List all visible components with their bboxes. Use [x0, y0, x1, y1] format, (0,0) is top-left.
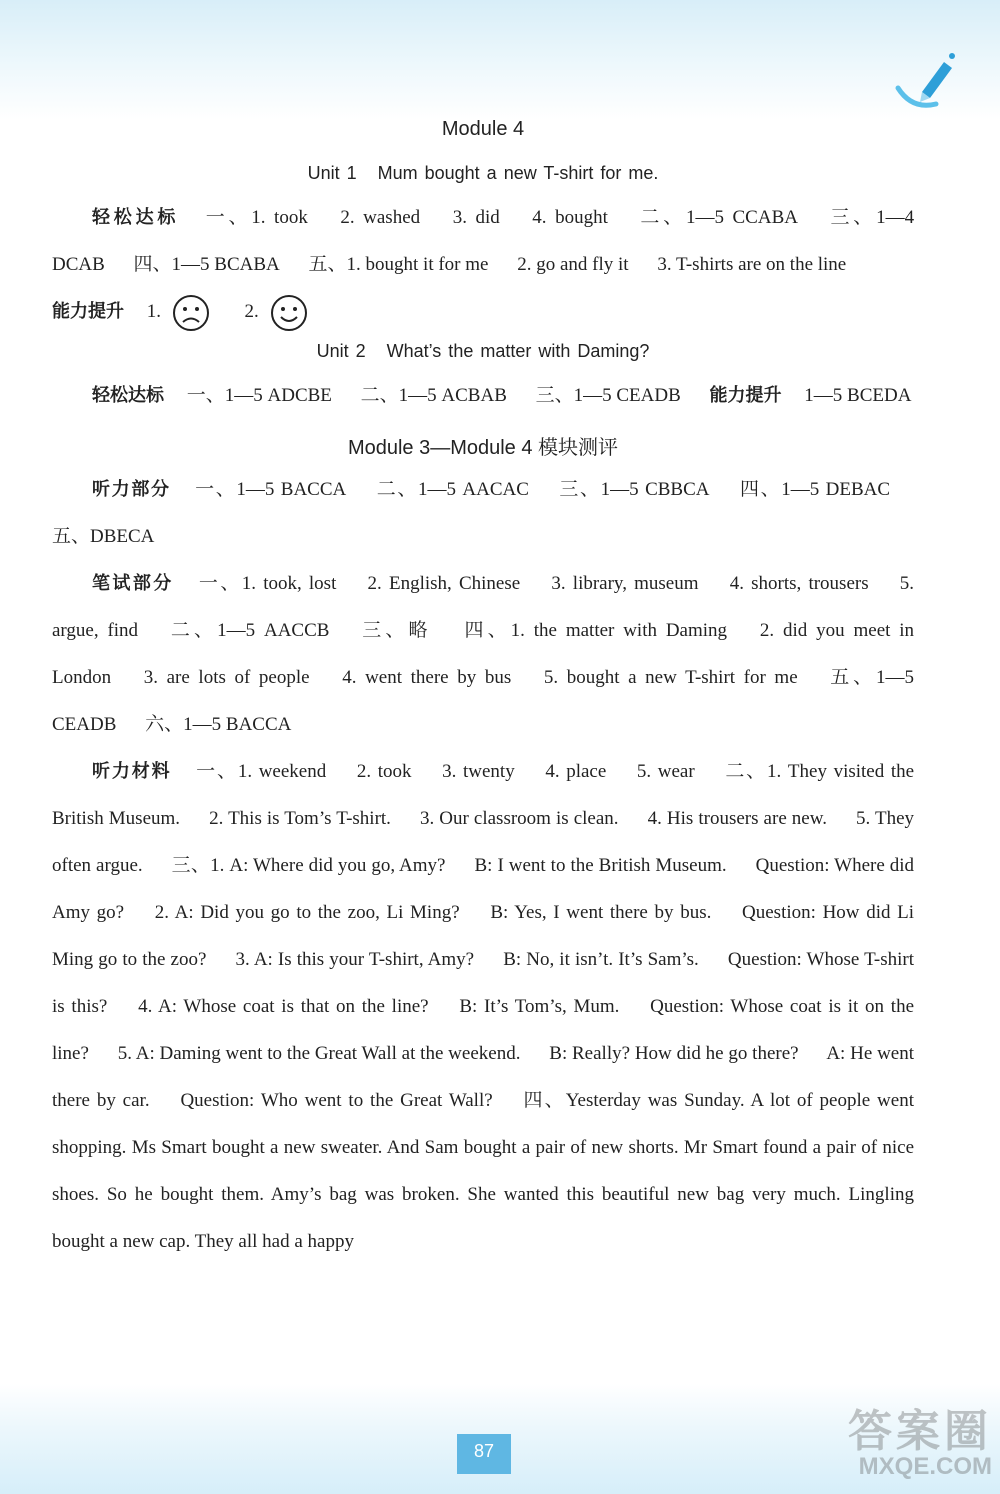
unit1-heading — [52, 163, 914, 184]
answer-item: 二、1—5 AACCB — [170, 620, 330, 641]
label-listening: 听力部分 — [92, 479, 171, 500]
answer-item: 4. went there by bus — [342, 667, 512, 688]
material-item: 5. They often argue. — [52, 808, 915, 876]
answer-item: 六、1—5 BACCA — [145, 714, 292, 735]
material-item: Question: Who went to the Great Wall? — [180, 1090, 493, 1111]
material-item: 5. wear — [636, 761, 695, 782]
module4-title: Module 4 — [441, 118, 525, 140]
answer-item: 四、1—5 DEBAC — [739, 479, 891, 500]
material-item: B: No, it isn’t. It’s Sam’s. — [503, 949, 699, 970]
material-item: 4. place — [545, 761, 607, 782]
material-item: Question: How did Li Ming go to the zoo? — [52, 902, 915, 970]
answer-item: 二、1—5 AACAC — [376, 479, 529, 500]
answer-item: 五、DBECA — [52, 526, 155, 547]
material-item: 一、1. weekend — [196, 761, 327, 782]
answer-item: 1—5 BCEDA — [804, 385, 912, 406]
material-item: B: I went to the British Museum. — [474, 855, 727, 876]
answer-item: 3. are lots of people — [143, 667, 310, 688]
top-decorative-band — [0, 0, 1000, 120]
unit1-basic-answers — [52, 194, 914, 288]
answer-item: 2. washed — [340, 207, 421, 228]
answer-item: 2. did you meet in London — [52, 620, 915, 688]
material-item: B: It’s Tom’s, Mum. — [459, 996, 620, 1017]
listening-answers — [52, 466, 914, 560]
ability-item-2: 2. — [244, 301, 259, 322]
unit2-number: Unit 2 — [316, 341, 366, 361]
unit1-ability-answers — [52, 288, 914, 335]
answer-content — [52, 108, 914, 1265]
watermark-url: MXQE.COM — [858, 1453, 992, 1480]
material-item: 3. Our classroom is clean. — [420, 808, 619, 829]
material-item: 3. A: Is this your T-shirt, Amy? — [235, 949, 475, 970]
material-item: 2. took — [356, 761, 412, 782]
material-item: Question: Whose coat is it on the line? — [52, 996, 915, 1064]
answer-item: 一、1—5 BACCA — [195, 479, 347, 500]
written-answers — [52, 560, 914, 748]
answer-item: 一、1. took — [205, 207, 308, 228]
watermark — [742, 1407, 992, 1482]
answer-item: 4. bought — [532, 207, 608, 228]
unit1-number: Unit 1 — [307, 163, 357, 183]
answer-item: 三、1—5 CEADB — [535, 385, 681, 406]
label-basic: 轻松达标 — [92, 207, 180, 228]
test-title: Module 3—Module 4 模块测评 — [347, 437, 619, 459]
answer-item: 五、1—5 CEADB — [52, 667, 915, 735]
label-written: 笔试部分 — [92, 573, 174, 594]
material-item: Question: Where did Amy go? — [52, 855, 915, 923]
answer-item: 3. T-shirts are on the line — [657, 254, 847, 275]
answer-item: 5. bought a new T-shirt for me — [543, 667, 798, 688]
material-item: 二、1. They visited the British Museum. — [52, 761, 915, 829]
answer-item: 四、1—5 BCABA — [133, 254, 280, 275]
unit2-title: What’s the matter with Daming? — [386, 341, 650, 361]
material-item: 三、1. A: Where did you go, Amy? — [171, 855, 446, 876]
material-item: 4. A: Whose coat is that on the line? — [138, 996, 429, 1017]
label-ability: 能力提升 — [709, 385, 782, 406]
unit1-title: Mum bought a new T-shirt for me. — [377, 163, 659, 183]
material-item: 2. A: Did you go to the zoo, Li Ming? — [154, 902, 460, 923]
answer-item: 3. library, museum — [551, 573, 699, 594]
happy-face-icon — [270, 294, 308, 332]
answer-item: 3. did — [452, 207, 500, 228]
material-item: A: He went there by car. — [52, 1043, 915, 1111]
answer-item: 三、1—4 DCAB — [52, 207, 915, 275]
material-item: 2. This is Tom’s T-shirt. — [209, 808, 391, 829]
answer-item: 4. shorts, trousers — [729, 573, 869, 594]
material-item: 3. twenty — [442, 761, 515, 782]
material-item: 4. His trousers are new. — [647, 808, 827, 829]
sad-face-icon — [172, 294, 210, 332]
answer-item: 2. English, Chinese — [367, 573, 521, 594]
material-item: 5. A: Daming went to the Great Wall at the weekend. — [117, 1043, 521, 1064]
unit2-answers — [52, 372, 914, 419]
listening-material — [52, 748, 914, 1265]
unit2-heading — [52, 341, 914, 362]
material-item: B: Really? How did he go there? — [549, 1043, 799, 1064]
material-item: 四、Yesterday was Sunday. A lot of people went shopping. Ms Smart bought a new sweater. And Sam bought a pair of new shorts. Mr Smart found a pair of nice shoes. So he bought them. Amy’s bag was broken. She wanted this beautiful new bag very much. Lingling bought a new cap. They all had a happy — [52, 1090, 914, 1252]
page-number: 87 — [457, 1434, 511, 1474]
answer-item: 五、1. bought it for me — [308, 254, 489, 275]
material-item: Question: Whose T-shirt is this? — [52, 949, 915, 1017]
answer-item: 一、1—5 ADCBE — [186, 385, 332, 406]
watermark-logo-text: 答案圈 — [848, 1407, 992, 1456]
ability-item-1: 1. — [146, 301, 161, 322]
label-ability: 能力提升 — [52, 301, 124, 322]
material-item: B: Yes, I went there by bus. — [490, 902, 712, 923]
answer-item: 三、略 — [362, 620, 432, 641]
answer-item: 三、1—5 CBBCA — [559, 479, 710, 500]
answer-item: 二、1—5 CCABA — [640, 207, 798, 228]
label-material: 听力材料 — [92, 761, 172, 782]
answer-item: 5. argue, find — [52, 573, 915, 641]
answer-item: 一、1. took, lost — [198, 573, 337, 594]
answer-item: 2. go and fly it — [517, 254, 629, 275]
label-basic: 轻松达标 — [92, 385, 164, 406]
answer-item: 四、1. the matter with Daming — [464, 620, 728, 641]
answer-item: 二、1—5 ACBAB — [360, 385, 507, 406]
